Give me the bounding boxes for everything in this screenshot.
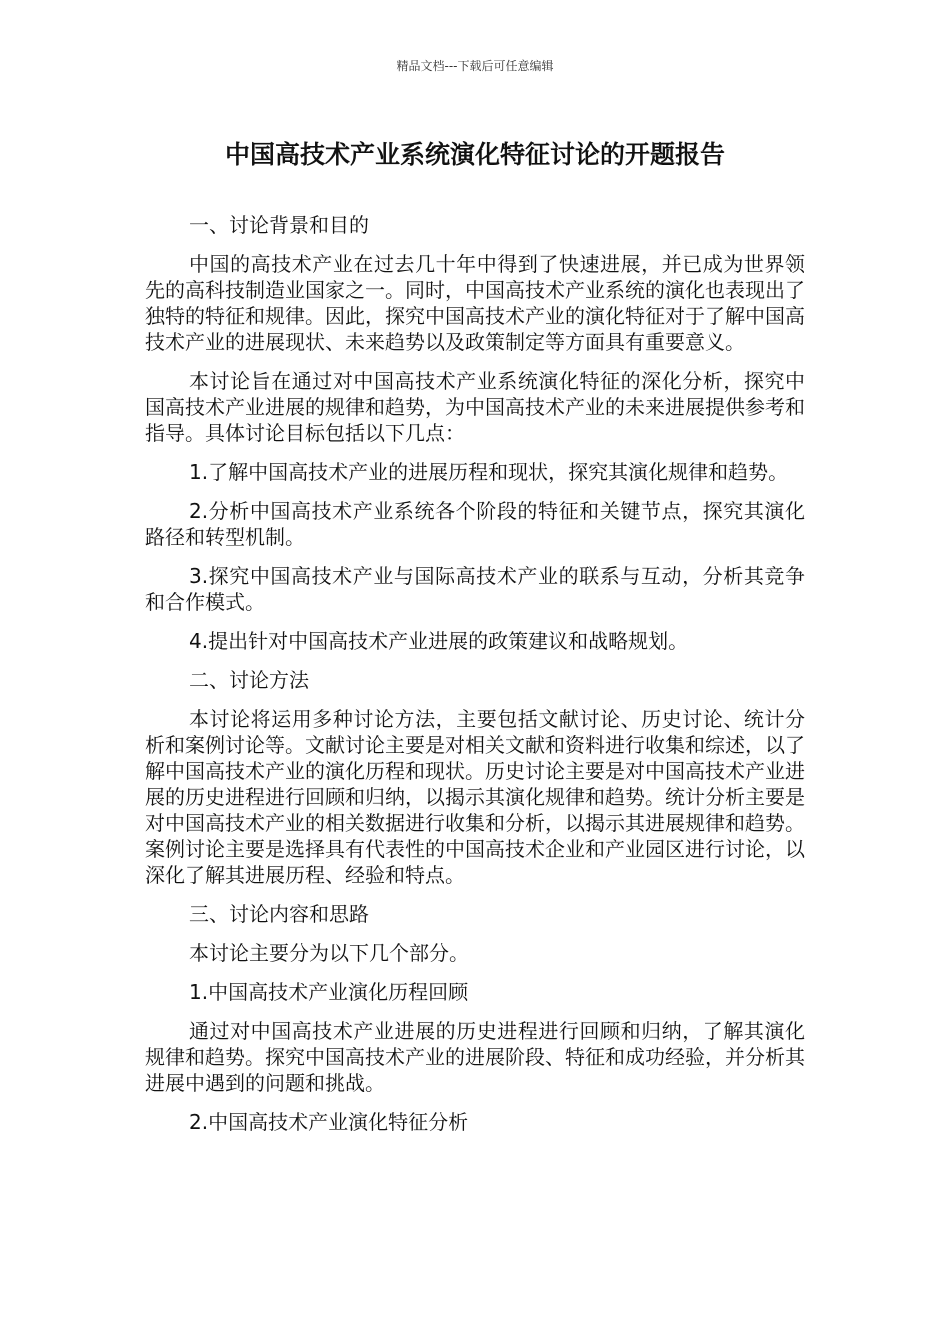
objective-item-3: 3.探究中国高技术产业与国际高技术产业的联系与互动，分析其竞争和合作模式。 xyxy=(145,564,805,614)
document-body xyxy=(145,212,805,1148)
header-watermark: 精品文档---下载后可任意编辑 xyxy=(396,59,554,73)
paragraph-methods: 本讨论将运用多种讨论方法，主要包括文献讨论、历史讨论、统计分析和案例讨论等。文献讨论主要是对相关文献和资料进行收集和综述，以了解中国高技术产业的演化历程和现状。历史讨论主要是对中国高技术产业进展的历史进程进行回顾和归纳，以揭示其演化规律和趋势。统计分析主要是对中国高技术产业的相关数据进行收集和分析，以揭示其进展规律和趋势。案例讨论主要是选择具有代表性的中国高技术企业和产业园区进行讨论，以深化了解其进展历程、经验和特点。 xyxy=(145,707,805,887)
document-title: 中国高技术产业系统演化特征讨论的开题报告 xyxy=(224,140,725,169)
objective-item-2: 2.分析中国高技术产业系统各个阶段的特征和关键节点，探究其演化路径和转型机制。 xyxy=(145,499,805,549)
paragraph-content-intro: 本讨论主要分为以下几个部分。 xyxy=(189,941,469,965)
section-heading-background: 一、讨论背景和目的 xyxy=(189,213,369,237)
section-heading-methods: 二、讨论方法 xyxy=(189,668,309,692)
objective-item-4: 4.提出针对中国高技术产业进展的政策建议和战略规划。 xyxy=(189,629,689,653)
paragraph-background: 中国的高技术产业在过去几十年中得到了快速进展，并已成为世界领先的高科技制造业国家之一。同时，中国高技术产业系统的演化也表现出了独特的特征和规律。因此，探究中国高技术产业的演化特征对于了解中国高技术产业的进展现状、未来趋势以及政策制定等方面具有重要意义。 xyxy=(145,252,805,354)
section-heading-content: 三、讨论内容和思路 xyxy=(189,902,369,926)
paragraph-objectives-intro: 本讨论旨在通过对中国高技术产业系统演化特征的深化分析，探究中国高技术产业进展的规律和趋势，为中国高技术产业的未来进展提供参考和指导。具体讨论目标包括以下几点： xyxy=(145,369,805,445)
objective-item-1: 1.了解中国高技术产业的进展历程和现状，探究其演化规律和趋势。 xyxy=(189,460,789,484)
content-item-1-heading: 1.中国高技术产业演化历程回顾 xyxy=(189,980,469,1004)
paragraph-content-item-1: 通过对中国高技术产业进展的历史进程进行回顾和归纳，了解其演化规律和趋势。探究中国高技术产业的进展阶段、特征和成功经验，并分析其进展中遇到的问题和挑战。 xyxy=(145,1019,805,1095)
content-item-2-heading: 2.中国高技术产业演化特征分析 xyxy=(189,1110,469,1134)
